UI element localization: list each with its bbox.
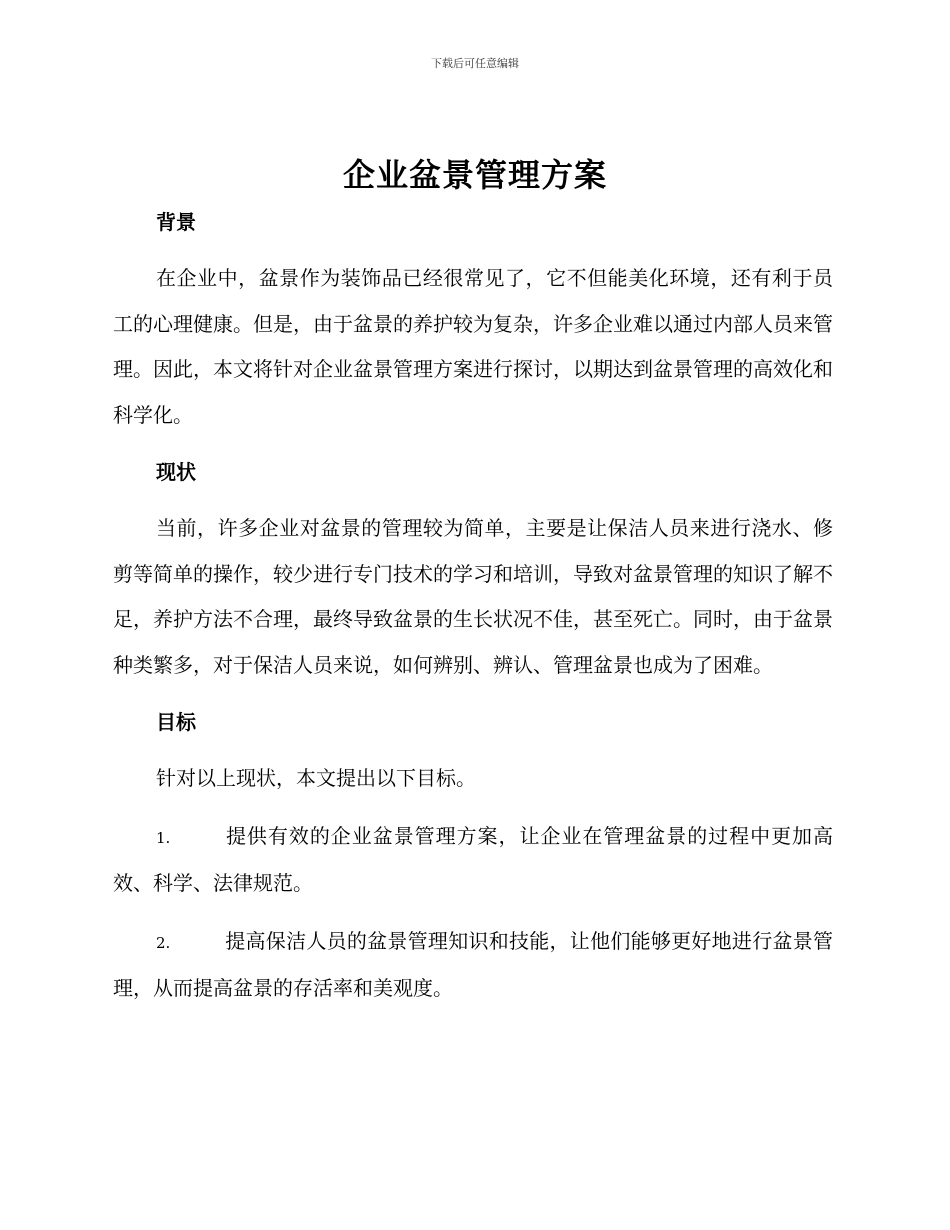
goal-list-number: 2. [156, 933, 171, 952]
section-heading-goals: 目标 [156, 710, 196, 734]
header-note: 下载后可任意编辑 [431, 57, 519, 70]
document-title: 企业盆景管理方案 [342, 156, 607, 194]
goal-list-number: 1. [156, 828, 171, 847]
background-paragraph: 在企业中，盆景作为装饰品已经很常见了，它不但能美化环境，还有利于员工的心理健康。但是，由于盆景的养护较为复杂，许多企业难以通过内部人员来管理。因此，本文将针对企业盆景管理方案进行探讨，以期达到盆景管理的高效化和科学化。 [113, 266, 833, 427]
section-heading-background: 背景 [156, 210, 196, 234]
goal-list-item [113, 814, 833, 907]
goal-list-text: 提高保洁人员的盆景管理知识和技能，让他们能够更好地进行盆景管理，从而提高盆景的存活率和美观度。 [113, 928, 833, 1000]
status-paragraph: 当前，许多企业对盆景的管理较为简单，主要是让保洁人员来进行浇水、修剪等简单的操作，较少进行专门技术的学习和培训，导致对盆景管理的知识了解不足，养护方法不合理，最终导致盆景的生长状况不佳，甚至死亡。同时，由于盆景种类繁多，对于保洁人员来说，如何辨别、辨认、管理盆景也成为了困难。 [113, 516, 833, 677]
goals-intro: 针对以上现状，本文提出以下目标。 [156, 766, 476, 790]
document-body [113, 200, 833, 1012]
goal-list-item [113, 919, 833, 1012]
section-heading-status: 现状 [156, 460, 196, 484]
goal-list-text: 提供有效的企业盆景管理方案，让企业在管理盆景的过程中更加高效、科学、法律规范。 [113, 823, 833, 895]
